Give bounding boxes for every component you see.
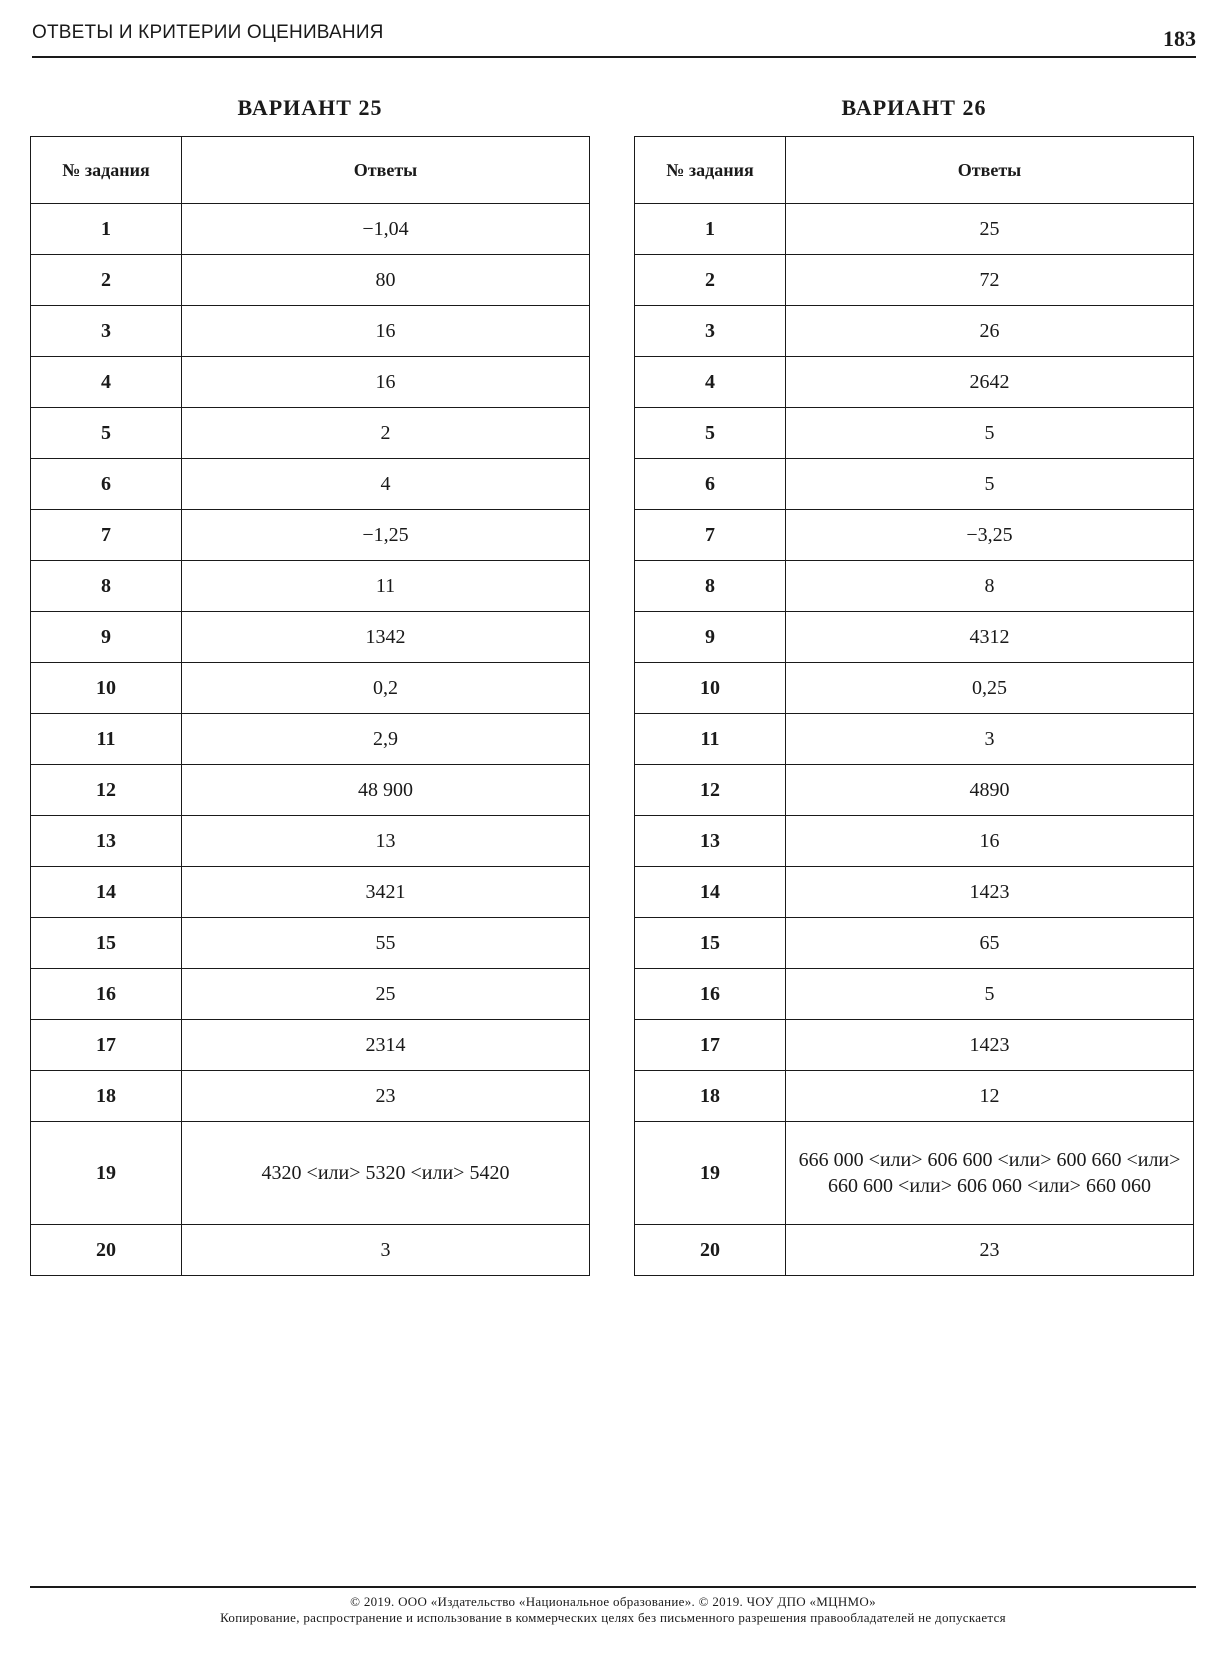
table-row: [31, 561, 590, 612]
task-number-cell: 10: [31, 663, 182, 714]
table-row: [31, 1071, 590, 1122]
answer-cell: 5: [786, 408, 1194, 459]
table-row: [635, 204, 1194, 255]
variant-title: ВАРИАНТ 26: [841, 95, 987, 120]
task-number-cell: 14: [31, 867, 182, 918]
table-row: [31, 510, 590, 561]
task-number-cell: 18: [31, 1071, 182, 1122]
task-number-cell: 7: [31, 510, 182, 561]
table-row: [635, 255, 1194, 306]
table-header-row: [31, 137, 590, 204]
column-header-answers: Ответы: [182, 137, 590, 204]
task-number-cell: 4: [31, 357, 182, 408]
task-number-cell: 3: [31, 306, 182, 357]
answers-table: [30, 136, 590, 1276]
task-number-cell: 5: [635, 408, 786, 459]
answer-cell: 4: [182, 459, 590, 510]
task-number-cell: 11: [635, 714, 786, 765]
answer-cell: 2,9: [182, 714, 590, 765]
table-row: [31, 765, 590, 816]
table-row: [635, 1071, 1194, 1122]
task-number-cell: 12: [635, 765, 786, 816]
task-number-cell: 1: [31, 204, 182, 255]
answer-cell: 5: [786, 459, 1194, 510]
answer-cell: 65: [786, 918, 1194, 969]
answer-cell: −3,25: [786, 510, 1194, 561]
task-number-cell: 8: [635, 561, 786, 612]
answer-cell: 11: [182, 561, 590, 612]
task-number-cell: 13: [635, 816, 786, 867]
column-header-task-no: № задания: [635, 137, 786, 204]
table-row: [635, 816, 1194, 867]
table-row: [635, 663, 1194, 714]
answer-cell: 16: [786, 816, 1194, 867]
column-header-task-no: № задания: [31, 137, 182, 204]
table-row: [31, 459, 590, 510]
variant-25-block: [30, 92, 590, 1276]
answer-cell: 2314: [182, 1020, 590, 1071]
table-header-row: [635, 137, 1194, 204]
answer-cell: 1342: [182, 612, 590, 663]
answer-cell: 12: [786, 1071, 1194, 1122]
answer-cell: 666 000 <или> 606 600 <или> 600 660 <или> 660 600 <или> 606 060 <или> 660 060: [786, 1122, 1194, 1225]
task-number-cell: 20: [635, 1225, 786, 1276]
task-number-cell: 15: [635, 918, 786, 969]
task-number-cell: 18: [635, 1071, 786, 1122]
answer-cell: 4320 <или> 5320 <или> 5420: [182, 1122, 590, 1225]
table-row: [31, 867, 590, 918]
answer-cell: 5: [786, 969, 1194, 1020]
task-number-cell: 3: [635, 306, 786, 357]
table-row: [635, 765, 1194, 816]
task-number-cell: 15: [31, 918, 182, 969]
table-row: [31, 816, 590, 867]
table-row: [31, 663, 590, 714]
answer-cell: 25: [182, 969, 590, 1020]
page-footer: [30, 1586, 1196, 1626]
answer-cell: 4890: [786, 765, 1194, 816]
task-number-cell: 6: [31, 459, 182, 510]
task-number-cell: 11: [31, 714, 182, 765]
task-number-cell: 9: [635, 612, 786, 663]
task-number-cell: 16: [635, 969, 786, 1020]
table-row: [31, 1122, 590, 1225]
section-title: ОТВЕТЫ И КРИТЕРИИ ОЦЕНИВАНИЯ: [32, 22, 384, 43]
table-row: [31, 1225, 590, 1276]
table-row: [31, 255, 590, 306]
answer-cell: 55: [182, 918, 590, 969]
answer-cell: 1423: [786, 1020, 1194, 1071]
table-row: [635, 561, 1194, 612]
answer-cell: 72: [786, 255, 1194, 306]
answer-cell: 8: [786, 561, 1194, 612]
page-number: 183: [1163, 26, 1196, 51]
table-row: [635, 1122, 1194, 1225]
variant-title: ВАРИАНТ 25: [237, 95, 383, 120]
answer-cell: −1,04: [182, 204, 590, 255]
task-number-cell: 1: [635, 204, 786, 255]
copyright-line: © 2019. ООО «Издательство «Национальное образование». © 2019. ЧОУ ДПО «МЦНМО»: [350, 1594, 876, 1609]
task-number-cell: 7: [635, 510, 786, 561]
answer-cell: 2: [182, 408, 590, 459]
answer-cell: 3421: [182, 867, 590, 918]
answer-cell: 26: [786, 306, 1194, 357]
answers-table: [634, 136, 1194, 1276]
task-number-cell: 19: [635, 1122, 786, 1225]
answer-cell: 25: [786, 204, 1194, 255]
answer-cell: 3: [182, 1225, 590, 1276]
task-number-cell: 2: [31, 255, 182, 306]
table-row: [31, 612, 590, 663]
answer-cell: 3: [786, 714, 1194, 765]
task-number-cell: 17: [31, 1020, 182, 1071]
task-number-cell: 8: [31, 561, 182, 612]
table-row: [31, 1020, 590, 1071]
task-number-cell: 5: [31, 408, 182, 459]
task-number-cell: 17: [635, 1020, 786, 1071]
table-row: [31, 408, 590, 459]
task-number-cell: 14: [635, 867, 786, 918]
table-row: [31, 969, 590, 1020]
task-number-cell: 13: [31, 816, 182, 867]
table-row: [635, 510, 1194, 561]
answer-cell: 13: [182, 816, 590, 867]
task-number-cell: 19: [31, 1122, 182, 1225]
table-row: [635, 969, 1194, 1020]
answer-cell: 80: [182, 255, 590, 306]
table-row: [635, 867, 1194, 918]
task-number-cell: 4: [635, 357, 786, 408]
table-row: [31, 204, 590, 255]
table-row: [635, 357, 1194, 408]
copyright-notice: Копирование, распространение и использование в коммерческих целях без письменного разрешения правообладателей не допускается: [220, 1610, 1006, 1625]
answer-cell: −1,25: [182, 510, 590, 561]
answer-cell: 1423: [786, 867, 1194, 918]
answer-cell: 16: [182, 306, 590, 357]
variant-26-block: [634, 92, 1194, 1276]
answer-cell: 23: [182, 1071, 590, 1122]
table-row: [635, 918, 1194, 969]
task-number-cell: 9: [31, 612, 182, 663]
running-header: [32, 20, 1196, 58]
answer-cell: 23: [786, 1225, 1194, 1276]
table-row: [635, 612, 1194, 663]
answer-cell: 0,25: [786, 663, 1194, 714]
task-number-cell: 2: [635, 255, 786, 306]
task-number-cell: 10: [635, 663, 786, 714]
column-header-answers: Ответы: [786, 137, 1194, 204]
table-row: [635, 1225, 1194, 1276]
task-number-cell: 20: [31, 1225, 182, 1276]
answer-cell: 0,2: [182, 663, 590, 714]
answer-cell: 48 900: [182, 765, 590, 816]
table-row: [635, 1020, 1194, 1071]
answer-cell: 16: [182, 357, 590, 408]
table-row: [31, 306, 590, 357]
answer-cell: 2642: [786, 357, 1194, 408]
task-number-cell: 12: [31, 765, 182, 816]
table-row: [635, 408, 1194, 459]
table-row: [31, 918, 590, 969]
table-row: [635, 306, 1194, 357]
task-number-cell: 16: [31, 969, 182, 1020]
answer-cell: 4312: [786, 612, 1194, 663]
task-number-cell: 6: [635, 459, 786, 510]
table-row: [31, 714, 590, 765]
table-row: [635, 459, 1194, 510]
table-row: [635, 714, 1194, 765]
table-row: [31, 357, 590, 408]
